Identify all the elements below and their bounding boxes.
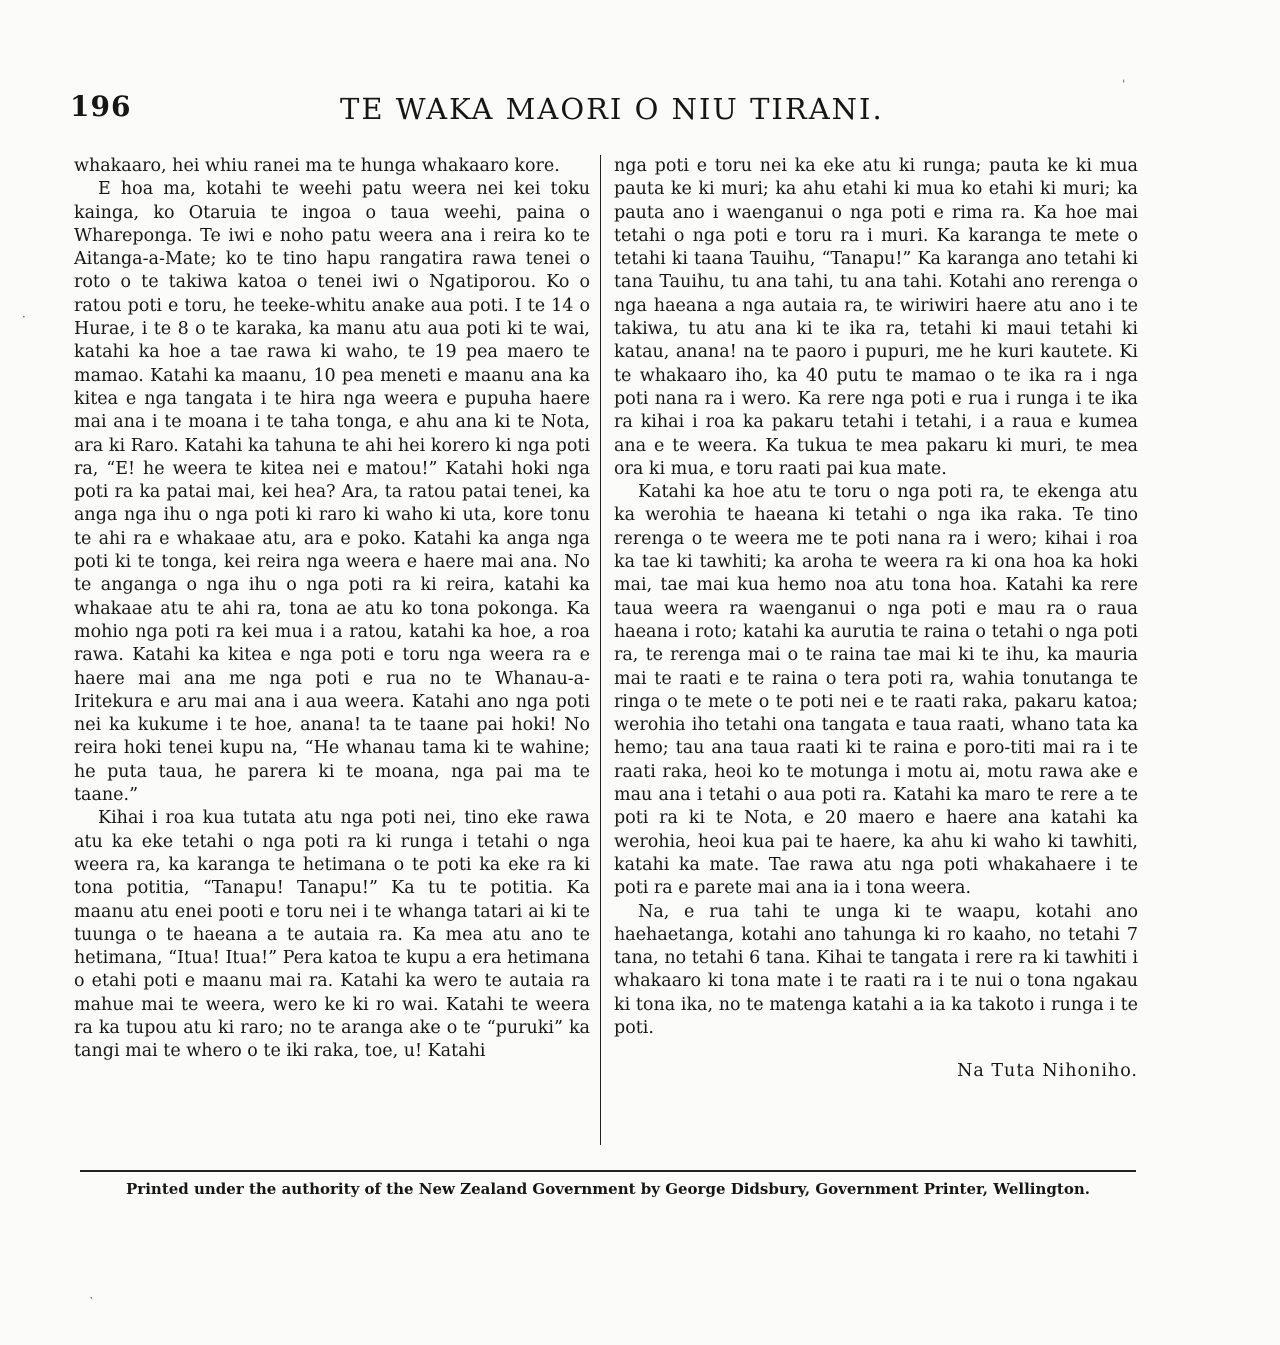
page-title: TE WAKA MAORI O NIU TIRANI.	[340, 92, 884, 126]
paragraph: Kihai i roa kua tutata atu nga poti nei, tino eke rawa atu ka eke tetahi o nga poti ra ki runga i tetahi o nga weera ra, ka karanga te hetimana o te poti ka eke ra ki tona potitia, “Tanapu! Tanapu!” Ka tu te potitia. Ka maanu atu enei pooti e toru nei i te whanga tatari ai ki te tuunga o te haeana a te autaia ra. Ka mea atu ano te hetimana, “Itua! Itua!” Pera katoa te kupu a era hetimana o etahi poti e maanu mai ra. Katahi ka wero te autaia ra mahue mai te weera, wero ke ki ro wai. Katahi te weera ra ka tupou atu ki raro; no te aranga ake o te “puruki” ka tangi mai te whero o te iki raka, toe, u! Katahi	[74, 808, 590, 1062]
scan-mark: ‵	[90, 1295, 93, 1309]
paragraph: whakaaro, hei whiu ranei ma te hunga whakaaro kore.	[74, 156, 560, 176]
paragraph: nga poti e toru nei ka eke atu ki runga; pauta ke ki mua pauta ke ki muri; ka ahu etahi ki mua ko etahi ki muri; ka pauta ano i waenganui o nga poti e rima ra. Ka hoe mai tetahi o nga poti e toru ra i muri. Ka karanga te mete o tetahi ki taana Tauihu, “Tanapu!” Ka karanga ano tetahi ki tana Tauihu, tu ana tahi, tu ana tahi. Kotahi ano rerenga o nga haeana a nga autaia ra, te wiriwiri haere atu ano i te takiwa, tu atu ana ki te ika ra, tetahi ki maui tetahi ki katau, anana! na te paoro i pupuri, me he kuri kautete. Ki te whakaaro iho, ka 40 putu te mamao o te ika ra i nga poti nana ra i wero. Ka rere nga poti e rua i runga i te ika ra kihai i roa ka pakaru tetahi i tetahi, i a raua e kumea ana e te weera. Ka tukua te mea pakaru ki muri, te mea ora ki mua, e toru raati pai kua mate.	[614, 156, 1138, 479]
paragraph: E hoa ma, kotahi te weehi patu weera nei kei toku kainga, ko Otaruia te ingoa o taua weehi, paina o Whareponga. Te iwi e noho patu weera ana i reira ko te Aitanga-a-Mate; ko te tino hapu rangatira rawa tenei o roto o te takiwa katoa o tenei iwi o Ngatiporou. Ko o ratou poti e toru, he teeke-whitu anake aua poti. I te 14 o Hurae, i te 8 o te karaka, ka manu atu aua poti ki te wai, katahi ka hoe a tae rawa ki waho, te 19 pea maero te mamao. Katahi ka maanu, 10 pea meneti e maanu ana ka kitea e nga tangata i te hira nga weera e pupuha haere mai ana i te moana i te taha tonga, e ahu ana ki te Nota, ara ki Raro. Katahi ka tahuna te ahi hei korero ki nga poti ra, “E! he weera te kitea nei e matou!” Katahi hoki nga poti ra ka patai mai, kei hea? Ara, ta ratou patai tenei, ka anga nga ihu o nga poti ki raro ki waho ki uta, kore tonu te ahi ra e whakaae atu, ara e poko. Katahi ka anga nga poti ki te tonga, kei reira nga weera e haere mai ana. No te anganga o nga ihu o nga poti ra ki reira, katahi ka whakaae atu te ahi ra, tona ae atu ko tona pokonga. Ka mohio nga poti ra kei mua i a ratou, katahi ka hoe, a roa rawa. Katahi ka kitea e nga poti e toru nga weera ra e haere mai ana me nga poti e rua no te Whanau-a-Iritekura e aru mai ana i aua weera. Katahi ano nga poti nei ka kukume i te hoe, anana! ta te taane pai hoki! No reira hoki tenei kupu na, “He whanau tama ki te wahine; he puta taua, he parera ki te moana, nga pai ma te taane.”	[74, 179, 590, 806]
scan-mark: ˈ	[1122, 78, 1126, 92]
right-column	[614, 155, 1138, 1084]
column-divider	[600, 155, 601, 1145]
author-signature: Na Tuta Nihoniho.	[957, 1061, 1138, 1082]
footer-rule	[80, 1170, 1136, 1172]
scan-mark: ·	[22, 310, 26, 324]
left-column	[74, 155, 590, 1064]
paragraph: Katahi ka hoe atu te toru o nga poti ra, te ekenga atu ka werohia te haeana ki tetahi o nga ika raka. Te tino rerenga o te weera me te poti nana ra i wero; kihai i roa ka tae ki tawhiti; ka aroha te weera ra ki ona hoa ka hoki mai, tae mai kua hemo noa atu tona hoa. Katahi ka rere taua weera ra waenganui o nga poti e mau ra o raua haeana i roto; katahi ka aurutia te raina o tetahi o nga poti ra, te rerenga mai o te raina tae mai ki te ihu, ka mauria mai te raati e te raina o tera poti ra, wahia tonutanga te ringa o te mete o te poti nei e te raati raka, pakaru katoa; werohia iho tetahi ona tangata e taua raati, whano tata ka hemo; tau ana taua raati ki te raina e poro-titi mai ra i te raati raka, heoi ko te motunga i motu ai, motu rawa ake e mau ana i tetahi o aua poti ra. Katahi ka maro te rere a te poti ra ki te Nota, e 20 maero e haere ana katahi ka werohia, heoi kua pai te haere, ka ahu ki waho ki tawhiti, katahi ka mate. Tae rawa atu nga poti whakahaere i te poti ra e parete mai ana ia i tona weera.	[614, 482, 1138, 899]
page-number: 196	[70, 90, 132, 123]
paragraph: Na, e rua tahi te unga ki te waapu, kotahi ano haehaetanga, kotahi ano tahunga ki ro kaaho, no tetahi 7 tana, no tetahi 6 tana. Kihai te tangata i rere ra ki tawhiti i whakaaro ki tona mate i te raati ra i te nui o tona ngakau ki tona ika, no te matenga katahi a ia ka takoto i runga i te poti.	[614, 901, 1138, 1038]
printer-footer: Printed under the authority of the New Zealand Government by George Didsbury, Government Printer, Wellington.	[126, 1180, 1090, 1198]
